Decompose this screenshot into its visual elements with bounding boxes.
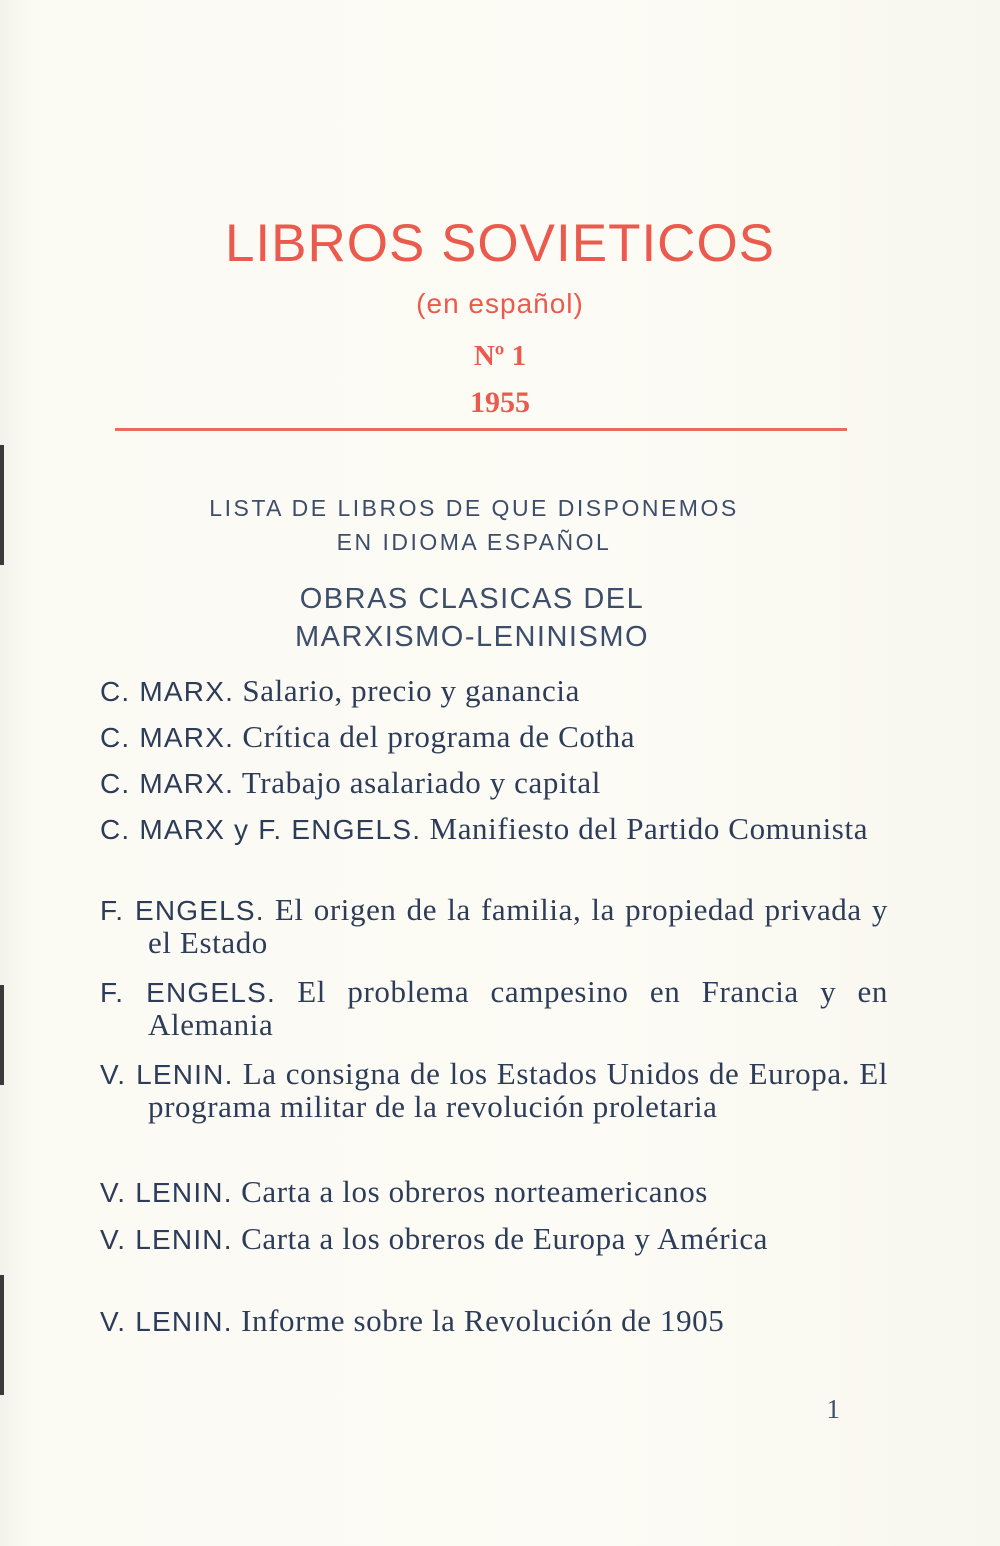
book-entry [100, 976, 888, 1041]
book-title: Manifiesto del Partido Comunista [429, 811, 869, 846]
book-title: La consigna de los Estados Unidos de Europa. El programa militar de la revolución proletaria [148, 1056, 888, 1124]
section-heading-line: OBRAS CLASICAS DEL [299, 583, 645, 615]
book-author: V. LENIN. [100, 1059, 234, 1090]
book-author: C. MARX. [100, 768, 235, 799]
book-entry [100, 1223, 888, 1256]
book-author: F. ENGELS. [100, 977, 276, 1008]
book-entry [100, 767, 888, 800]
book-author: C. MARX y F. ENGELS. [100, 814, 422, 845]
section-heading-line: MARXISMO-LENINISMO [294, 621, 650, 653]
header-divider [115, 428, 847, 431]
book-author: V. LENIN. [100, 1306, 233, 1337]
book-title: Informe sobre la Revolución de 1905 [241, 1303, 725, 1338]
issue-year: 1955 [470, 386, 530, 419]
book-author: F. ENGELS. [100, 895, 265, 926]
list-heading-line: EN IDIOMA ESPAÑOL [336, 529, 612, 555]
book-entry [100, 1305, 888, 1338]
book-entry [100, 813, 888, 846]
book-author: V. LENIN. [100, 1177, 233, 1208]
page-edge-shadow [0, 1275, 4, 1395]
book-title: Crítica del programa de Cotha [242, 719, 636, 754]
issue-number: Nº 1 [473, 340, 527, 372]
section-heading [0, 580, 944, 656]
book-entry [100, 1058, 888, 1123]
page-title: LIBROS SOVIETICOS [224, 214, 776, 273]
book-title: El origen de la familia, la propiedad privada y el Estado [148, 892, 888, 960]
book-entry [100, 894, 888, 959]
page-edge-shadow [0, 985, 4, 1085]
book-title: Trabajo asalariado y capital [241, 765, 601, 800]
book-author: C. MARX. [100, 676, 235, 707]
book-title: El problema campesino en Francia y en Alemania [148, 974, 889, 1042]
list-heading-line: LISTA DE LIBROS DE QUE DISPONEMOS [209, 495, 739, 521]
book-entry [100, 675, 888, 708]
book-author: V. LENIN. [100, 1224, 233, 1255]
book-title: Salario, precio y ganancia [242, 673, 580, 708]
book-entry [100, 1176, 888, 1209]
page-number: 1 [826, 1394, 840, 1424]
page-subtitle: (en español) [416, 288, 584, 319]
list-heading [0, 491, 948, 559]
book-author: C. MARX. [100, 722, 235, 753]
book-title: Carta a los obreros de Europa y América [241, 1221, 769, 1256]
book-title: Carta a los obreros norteamericanos [241, 1174, 708, 1209]
book-entry [100, 721, 888, 754]
